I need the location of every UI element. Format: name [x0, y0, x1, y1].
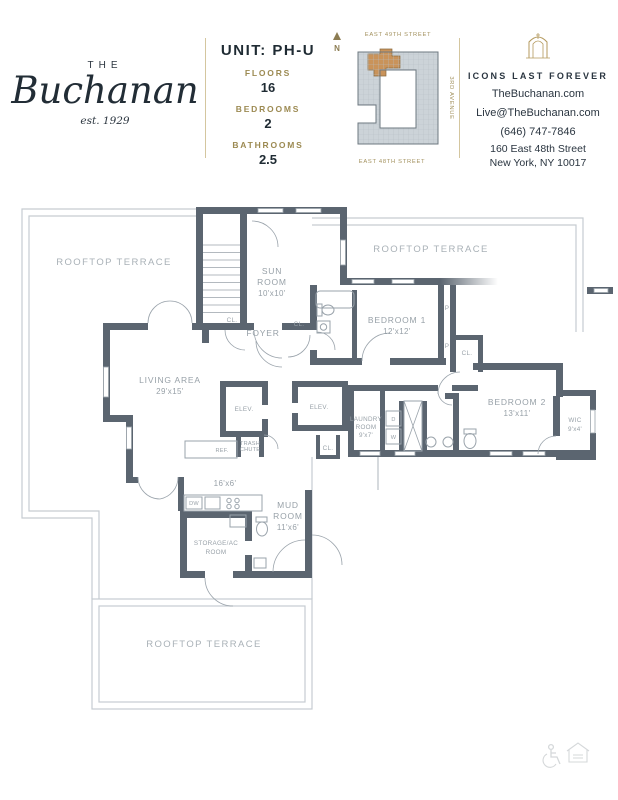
website-link[interactable]: TheBuchanan.com — [491, 88, 585, 100]
dw-label: DW — [189, 501, 199, 507]
stove — [227, 498, 239, 508]
svg-text:ROOM: ROOM — [257, 277, 287, 287]
avenue-label: 3RD AVENUE — [448, 76, 454, 120]
mudroom-dims: 11'x6' — [276, 523, 300, 532]
bathrooms-label: BATHROOMS — [232, 140, 304, 150]
pipe-label: P — [444, 343, 450, 350]
sunroom-dims: 10'x10' — [258, 289, 286, 298]
floorplan-drawing — [0, 195, 618, 800]
storage-label: STORAGE/AC — [193, 540, 239, 547]
staircase — [203, 245, 240, 313]
unit-title: UNIT: PH-U — [220, 42, 316, 59]
bedrooms-label: BEDROOMS — [235, 104, 301, 114]
logo-the: THE — [87, 60, 123, 71]
building-footprint — [358, 49, 438, 144]
street-top-label: EAST 49TH STREET — [364, 32, 432, 38]
toilet — [257, 522, 268, 536]
kitchen-sink — [205, 497, 220, 509]
trash-chute-label: TRASH — [240, 441, 260, 447]
terrace-outlines — [22, 209, 583, 709]
shower — [404, 401, 422, 451]
bedroom2-label: BEDROOM 2 — [487, 397, 547, 407]
pipe-label: P — [444, 305, 450, 312]
toilet-tank — [256, 517, 267, 522]
location-map — [328, 24, 456, 169]
logo-name: Buchanan — [11, 69, 199, 112]
toilet-tank — [317, 304, 322, 316]
laundry-label: LAUNDRY — [349, 416, 383, 423]
closet-label: CL. — [461, 350, 473, 357]
sunroom-label: SUN — [261, 266, 283, 276]
address-line1: 160 East 48th Street — [490, 143, 586, 155]
footer-icons — [543, 743, 589, 767]
divider-left — [205, 38, 206, 158]
brand-logo — [10, 60, 200, 127]
email-link[interactable]: Live@TheBuchanan.com — [476, 107, 600, 119]
closet-label: CL. — [226, 317, 238, 324]
divider-right — [459, 38, 460, 158]
sink — [254, 558, 266, 568]
living-dims: 29'x15' — [156, 387, 184, 396]
sink — [426, 437, 436, 447]
sink — [317, 321, 330, 333]
wic-label: WIC — [568, 417, 582, 424]
dryer-label: D — [391, 417, 396, 423]
living-label: LIVING AREA — [139, 375, 201, 385]
svg-text:ROOM: ROOM — [205, 549, 227, 556]
laundry-dims: 9'x7' — [358, 432, 374, 439]
ref-label: REF. — [215, 448, 229, 454]
svg-text:CHUTE: CHUTE — [239, 447, 261, 453]
sink — [443, 437, 453, 447]
bedroom2-dims: 13'x11' — [503, 409, 531, 418]
elevator-label: ELEV. — [234, 406, 254, 413]
building-arch-icon — [524, 30, 552, 60]
bedroom1-dims: 12'x12' — [383, 327, 411, 336]
wic-dims: 9'x4' — [567, 426, 583, 433]
toilet — [322, 305, 334, 315]
wheelchair-icon — [543, 745, 560, 768]
closet-label: CL. — [293, 321, 305, 328]
terrace-top-right-label: ROOFTOP TERRACE — [373, 244, 489, 255]
street-bottom-label: EAST 48TH STREET — [358, 159, 426, 165]
kitchen-dims: 16'x6' — [213, 479, 237, 488]
mudroom-label: MUD — [277, 500, 299, 510]
logo-est: est. 1929 — [80, 115, 130, 127]
washer-label: W — [390, 435, 397, 441]
foyer-label: FOYER — [246, 328, 280, 338]
floors-label: FLOORS — [244, 68, 292, 78]
terrace-bottom-label: ROOFTOP TERRACE — [146, 639, 262, 650]
north-arrow-icon — [333, 32, 341, 53]
svg-text:ROOM: ROOM — [273, 511, 303, 521]
address-line2: New York, NY 10017 — [489, 157, 587, 169]
kitchen-counter — [185, 441, 237, 458]
floors-value: 16 — [260, 80, 276, 95]
contact-info — [462, 30, 614, 169]
bedrooms-value: 2 — [264, 116, 272, 131]
closet-label: CL. — [322, 445, 334, 452]
elevator-label: ELEV. — [309, 404, 329, 411]
north-label: N — [334, 44, 340, 53]
bedroom1-label: BEDROOM 1 — [367, 315, 427, 325]
unit-info — [208, 42, 328, 167]
equal-housing-icon — [567, 743, 589, 762]
svg-text:ROOM: ROOM — [355, 424, 377, 431]
bathrooms-value: 2.5 — [258, 152, 278, 167]
header — [0, 0, 618, 195]
toilet — [464, 434, 476, 449]
tagline: ICONS LAST FOREVER — [467, 71, 609, 81]
terrace-top-left-label: ROOFTOP TERRACE — [56, 257, 172, 268]
phone-number: (646) 747-7846 — [500, 126, 576, 138]
